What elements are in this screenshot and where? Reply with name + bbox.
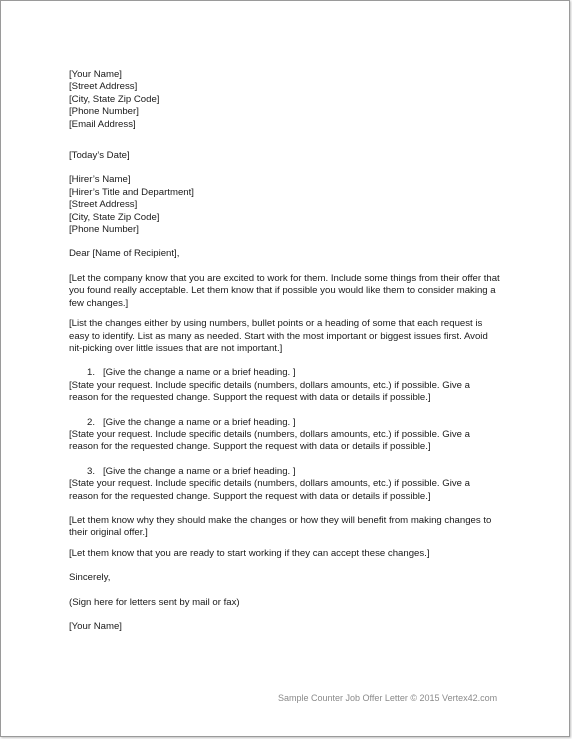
sender-street: [Street Address]: [69, 81, 138, 93]
letter-date: [Today’s Date]: [69, 150, 130, 162]
salutation: Dear [Name of Recipient],: [69, 248, 180, 260]
intro-paragraph: [Let the company know that you are excited to work for them. Include some things from their offer that you found really acceptable. Let them know that if possible you would like them to consider making a few changes.]: [69, 272, 500, 309]
list-intro-paragraph: [List the changes either by using numbers, bullet points or a heading of some that each request is easy to identify. List as many as needed. Start with the most important or biggest issues first. Avoid nit-picking over little issues that are not important.]: [69, 318, 488, 354]
benefit-paragraph: [Let them know why they should make the changes or how they will benefit from making changes to their original offer.]: [69, 514, 492, 539]
change-number: 3.: [87, 465, 96, 477]
footer-text: Sample Counter Job Offer Letter © 2015 Vertex42.com: [278, 693, 498, 703]
ready-paragraph: [Let them know that you are ready to start working if they can accept these changes.]: [69, 547, 430, 559]
change-item: [69, 367, 501, 404]
letter-body: [69, 69, 501, 633]
sender-name: [Your Name]: [69, 69, 122, 80]
change-heading-text: [Give the change a name or a brief heading. ]: [103, 465, 296, 477]
signature-note: (Sign here for letters sent by mail or fax): [69, 596, 240, 608]
signoff: Sincerely,: [69, 572, 111, 584]
change-number: 2.: [87, 416, 96, 428]
signature-name: [Your Name]: [69, 621, 122, 632]
change-item: [69, 417, 501, 454]
change-heading-text: [Give the change a name or a brief heading. ]: [103, 367, 296, 379]
sender-block: [69, 69, 501, 131]
change-body: [State your request. Include specific details (numbers, dollars amounts, etc.) if possible. Give a reason for the requested change. Support the request with data or details if possible.]: [69, 379, 470, 404]
recipient-phone: [Phone Number]: [69, 224, 139, 236]
recipient-city: [City, State Zip Code]: [69, 211, 160, 223]
change-item: [69, 466, 501, 503]
change-body: [State your request. Include specific details (numbers, dollars amounts, etc.) if possible. Give a reason for the requested change. Support the request with data or details if possible.]: [69, 478, 470, 502]
change-body: [State your request. Include specific details (numbers, dollars amounts, etc.) if possible. Give a reason for the requested change. Support the request with data or details if possible.]: [69, 428, 470, 453]
recipient-block: [69, 174, 501, 236]
sender-city: [City, State Zip Code]: [69, 93, 160, 105]
change-heading-text: [Give the change a name or a brief heading. ]: [103, 416, 296, 428]
sender-email: [Email Address]: [69, 118, 136, 130]
recipient-title: [Hirer’s Title and Department]: [69, 186, 194, 198]
recipient-street: [Street Address]: [69, 199, 138, 211]
sender-phone: [Phone Number]: [69, 106, 139, 118]
change-heading: [69, 367, 501, 379]
change-heading: [69, 466, 501, 478]
change-heading: [69, 417, 501, 429]
recipient-name: [Hirer’s Name]: [69, 174, 131, 186]
change-number: 1.: [87, 367, 96, 379]
